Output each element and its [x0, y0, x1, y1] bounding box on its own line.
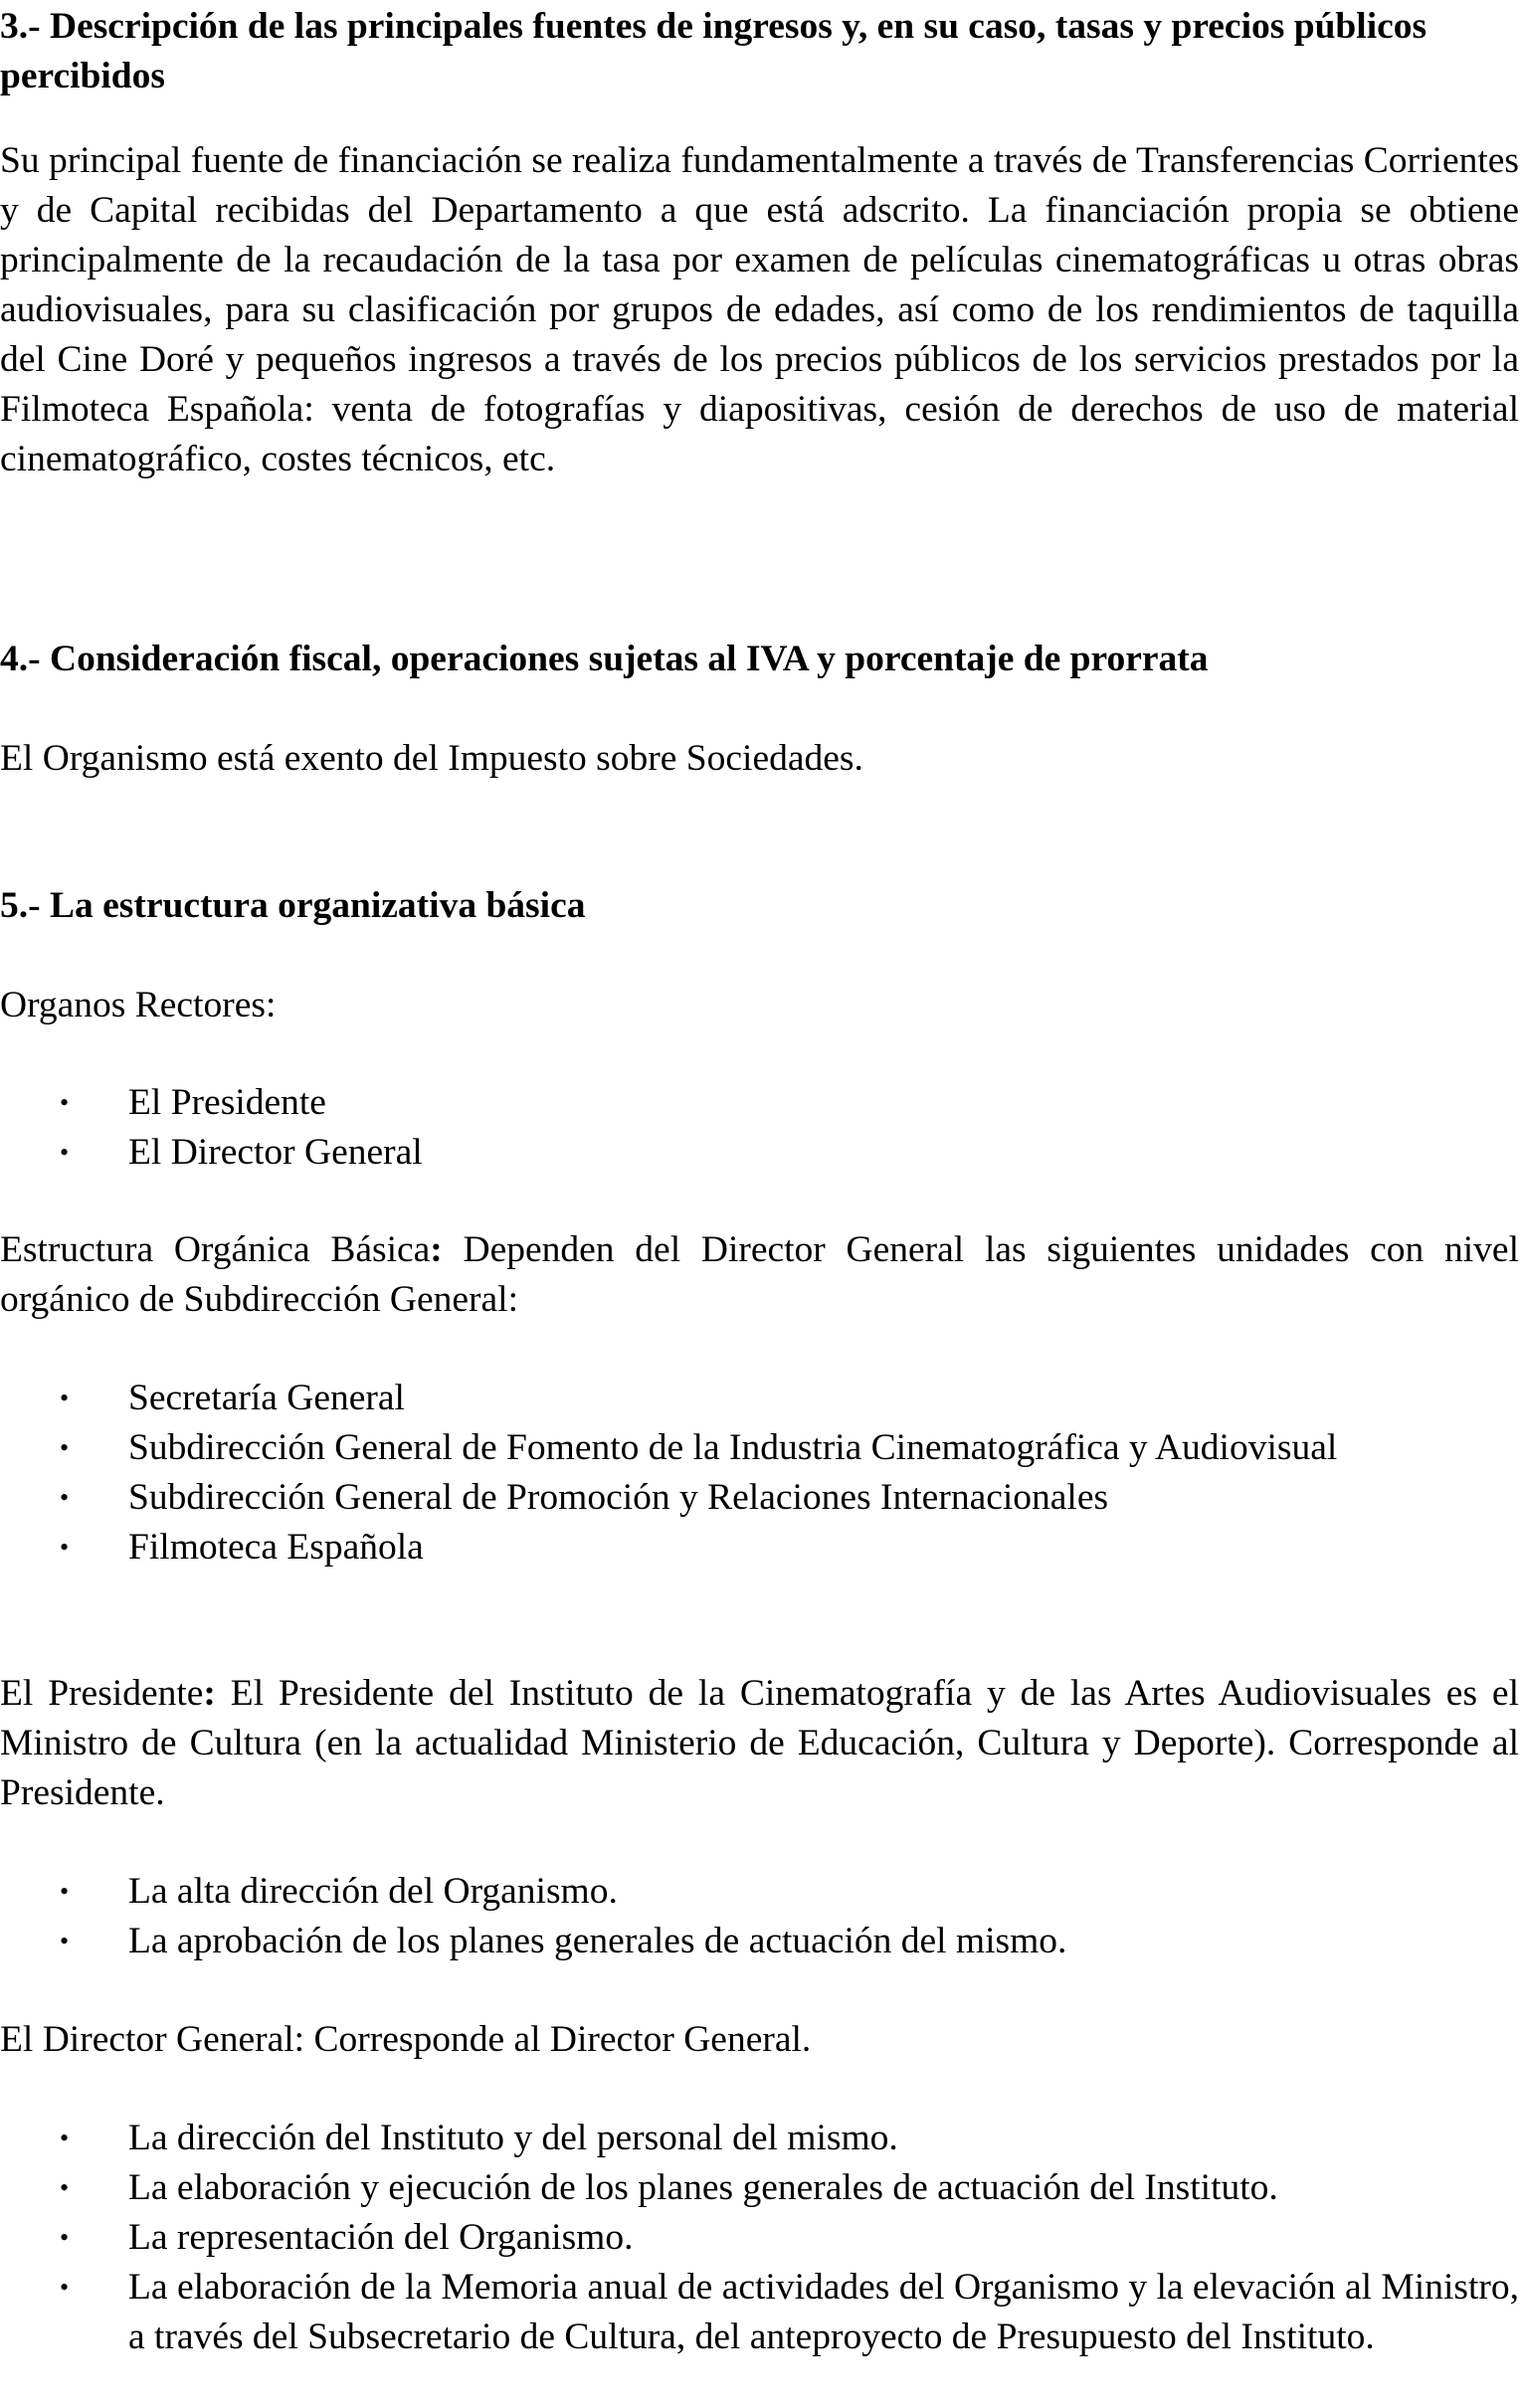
estructura-paragraph — [0, 1225, 1519, 1325]
list-item: • La alta dirección del Organismo. — [0, 1867, 1519, 1917]
section-4-body — [0, 734, 1519, 784]
estructura-colon: : — [430, 1229, 443, 1270]
organos-list — [0, 1078, 1519, 1178]
bullet-icon: • — [60, 1088, 70, 1117]
estructura-block — [0, 1225, 1519, 1325]
bullet-icon: • — [60, 1384, 70, 1412]
presidente-funciones-block — [0, 1867, 1519, 1966]
bullet-icon: • — [60, 1533, 70, 1562]
bullet-icon: • — [60, 2223, 70, 2252]
presidente-block — [0, 1669, 1519, 1818]
presidente-colon: : — [203, 1673, 216, 1714]
list-item: • Secretaría General — [0, 1374, 1519, 1423]
section-3-body — [0, 136, 1519, 484]
unidades-list — [0, 1374, 1519, 1573]
list-item: • Subdirección General de Promoción y Relaciones Internacionales — [0, 1473, 1519, 1523]
list-item: • La dirección del Instituto y del personal del mismo. — [0, 2114, 1519, 2163]
list-item: • El Director General — [0, 1128, 1519, 1178]
section-5-heading: 5.- La estructura organizativa básica — [0, 885, 586, 926]
bullet-icon: • — [60, 2124, 70, 2152]
bullet-icon: • — [60, 1433, 70, 1462]
list-item: • Subdirección General de Fomento de la Industria Cinematográfica y Audiovisual — [0, 1423, 1519, 1473]
bullet-icon: • — [60, 1138, 70, 1167]
estructura-text: Dependen del Director General las siguientes unidades con nivel orgánico de Subdirección General: — [0, 1229, 1519, 1320]
list-item: • La elaboración y ejecución de los planes generales de actuación del Instituto. — [0, 2163, 1519, 2213]
section-3-paragraph: Su principal fuente de financiación se realiza fundamentalmente a través de Transferencias Corrientes y de Capital recibidas del Departamento a que está adscrito. La financiación propia se obtiene principalmente de la recaudación de la tasa por examen de películas cinematográficas u otras obras audiovisuales, para su clasificación por grupos de edades, así como de los rendimientos de taquilla del Cine Doré y pequeños ingresos a través de los precios públicos de los servicios prestados por la Filmoteca Española: venta de fotografías y diapositivas, cesión de derechos de uso de material cinematográfico, costes técnicos, etc. — [0, 140, 1519, 479]
section-4-heading: 4.- Consideración fiscal, operaciones sujetas al IVA y porcentaje de prorrata — [0, 639, 1209, 679]
bullet-icon: • — [60, 2273, 70, 2302]
section-4-paragraph: El Organismo está exento del Impuesto sobre Sociedades. — [0, 738, 863, 779]
presidente-label: El Presidente — [0, 1673, 204, 1714]
bullet-icon: • — [60, 1483, 70, 1512]
presidente-text: El Presidente del Instituto de la Cinematografía y de las Artes Audiovisuales es el Ministro de Cultura (en la actualidad Ministerio de Educación, Cultura y Deporte). Corresponde al Presidente. — [0, 1673, 1519, 1813]
list-item: • La elaboración de la Memoria anual de actividades del Organismo y la elevación al Ministro, a través del Subsecretario de Cultura, del anteproyecto de Presupuesto del Instituto. — [0, 2263, 1519, 2362]
section-3 — [0, 2, 1519, 101]
organos-label: Organos Rectores: — [0, 985, 277, 1025]
organos-label-block — [0, 981, 1519, 1030]
list-item: • La representación del Organismo. — [0, 2213, 1519, 2263]
organos-list-block — [0, 1078, 1519, 1178]
presidente-funciones-list — [0, 1867, 1519, 1966]
estructura-label: Estructura Orgánica Básica — [0, 1229, 431, 1270]
director-funciones-list — [0, 2114, 1519, 2362]
presidente-paragraph — [0, 1669, 1519, 1818]
bullet-icon: • — [60, 1877, 70, 1906]
list-item: • El Presidente — [0, 1078, 1519, 1128]
director-block — [0, 2015, 1519, 2065]
list-item: • La aprobación de los planes generales de actuación del mismo. — [0, 1917, 1519, 1966]
section-4 — [0, 635, 1519, 684]
list-item: • Filmoteca Española — [0, 1523, 1519, 1573]
unidades-list-block — [0, 1374, 1519, 1573]
bullet-icon: • — [60, 2173, 70, 2202]
director-paragraph: El Director General: Corresponde al Director General. — [0, 2019, 812, 2060]
section-5 — [0, 881, 1519, 931]
bullet-icon: • — [60, 1927, 70, 1955]
director-funciones-block — [0, 2114, 1519, 2362]
section-3-heading: 3.- Descripción de las principales fuentes de ingresos y, en su caso, tasas y precios públicos percibidos — [0, 6, 1427, 96]
